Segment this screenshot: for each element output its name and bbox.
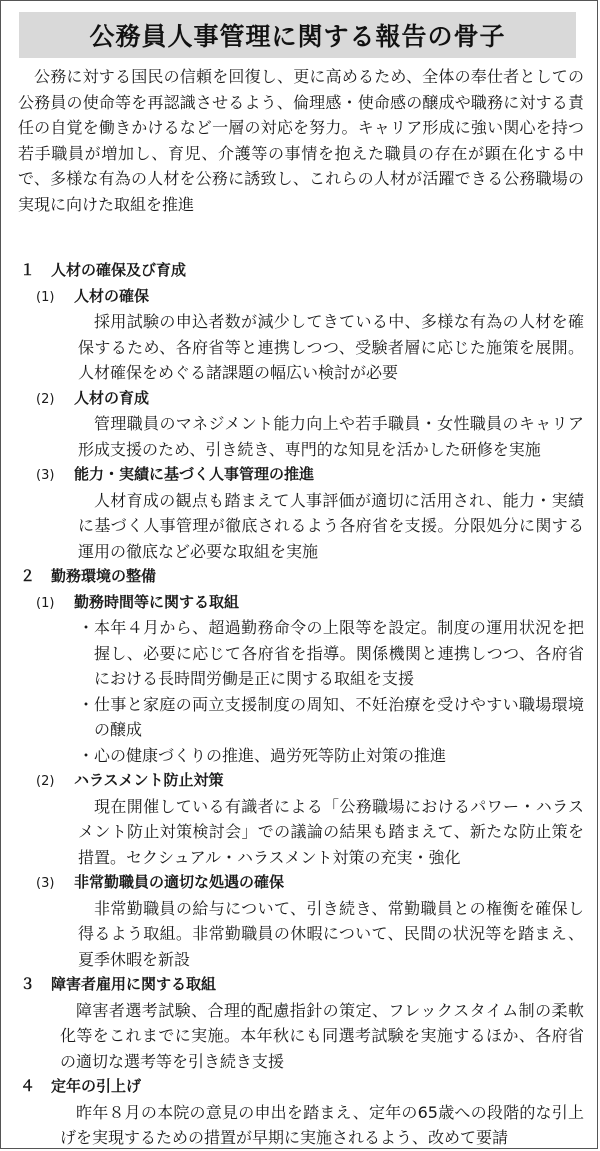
section-2-1-heading: (1) 勤務時間等に関する取組 [36, 592, 240, 611]
document-body [18, 64, 584, 1151]
list-item: ・ 本年４月から、超過勤務命令の上限等を設定。制度の運用状況を把握し、必要に応じて各府省を指導。関係機関と連携しつつ、各府省における長時間労働是正に関する取組を支援 [78, 618, 584, 688]
section-2-1-list [18, 615, 584, 768]
section-4-text: 昨年８月の本院の意見の申出を踏まえ、定年の65歳への段階的な引上げを実現するための措置が早期に実施されるよう、改めて要請 [60, 1102, 584, 1147]
section-1-heading: １ 人材の確保及び育成 [20, 261, 187, 279]
section-2-2-heading: (2) ハラスメント防止対策 [36, 771, 224, 789]
section-1-1-text: 採用試験の申込者数が減少してきている中、多様な有為の人材を確保するため、各府省等と連携しつつ、受験者層に応じた施策を展開。人材確保をめぐる諸課題の幅広い検討が必要 [78, 312, 584, 382]
section-1-2-text: 管理職員のマネジメント能力向上や若手職員・女性職員のキャリア形成支援のため、引き続き、専門的な知見を活かした研修を実施 [78, 414, 584, 459]
section-2-3-heading: (3) 非常勤職員の適切な処遇の確保 [36, 873, 285, 891]
intro-paragraph: 公務に対する国民の信頼を回復し、更に高めるため、全体の奉仕者としての公務員の使命等を再認識させるよう、倫理感・使命感の醸成や職務に対する責任の自覚を働きかけるなど一層の対応を努力。キャリア形成に強い関心を持つ若手職員が増加し、育児、介護等の事情を抱えた職員の存在が顕在化する中で、多様な有為の人材を公務に誘致し、これらの人材が活躍できる公務職場の実現に向けた取組を推進 [18, 67, 584, 214]
list-item: ・ 心の健康づくりの推進、過労死等防止対策の推進 [78, 745, 447, 765]
section-3-text: 障害者選考試験、合理的配慮指針の策定、フレックスタイム制の柔軟化等をこれまでに実施。本年秋にも同選考試験を実施するほか、各府省の適切な選考等を引き続き支援 [60, 1000, 584, 1071]
section-1-3-heading: (3) 能力・実績に基づく人事管理の推進 [36, 465, 315, 483]
section-2-heading: ２ 勤務環境の整備 [20, 567, 157, 585]
section-1-3-text: 人材育成の観点も踏まえて人事評価が適切に活用され、能力・実績に基づく人事管理が徹底されるよう各府省を支援。分限処分に関する運用の徹底など必要な取組を実施 [78, 490, 584, 561]
list-item: ・ 仕事と家庭の両立支援制度の周知、不妊治療を受けやすい職場環境の醸成 [78, 694, 584, 739]
section-2-3-text: 非常勤職員の給与について、引き続き、常勤職員との権衡を確保し得るよう取組。非常勤職員の休暇について、民間の状況等を踏まえ、夏季休暇を新設 [78, 898, 584, 969]
sections [18, 258, 584, 1151]
section-4-heading: ４ 定年の引上げ [20, 1077, 142, 1095]
section-1-2-heading: (2) 人材の育成 [36, 388, 150, 407]
title-bar [19, 12, 576, 58]
section-1-1-heading: (1) 人材の確保 [36, 286, 150, 305]
section-3-heading: ３ 障害者雇用に関する取組 [20, 975, 217, 993]
page-title: 公務員人事管理に関する報告の骨子 [89, 22, 506, 51]
section-2-2-text: 現在開催している有識者による「公務職場におけるパワー・ハラスメント防止対策検討会」での議論の結果も踏まえて、新たな防止策を措置。セクシュアル・ハラスメント対策の充実・強化 [78, 796, 584, 867]
